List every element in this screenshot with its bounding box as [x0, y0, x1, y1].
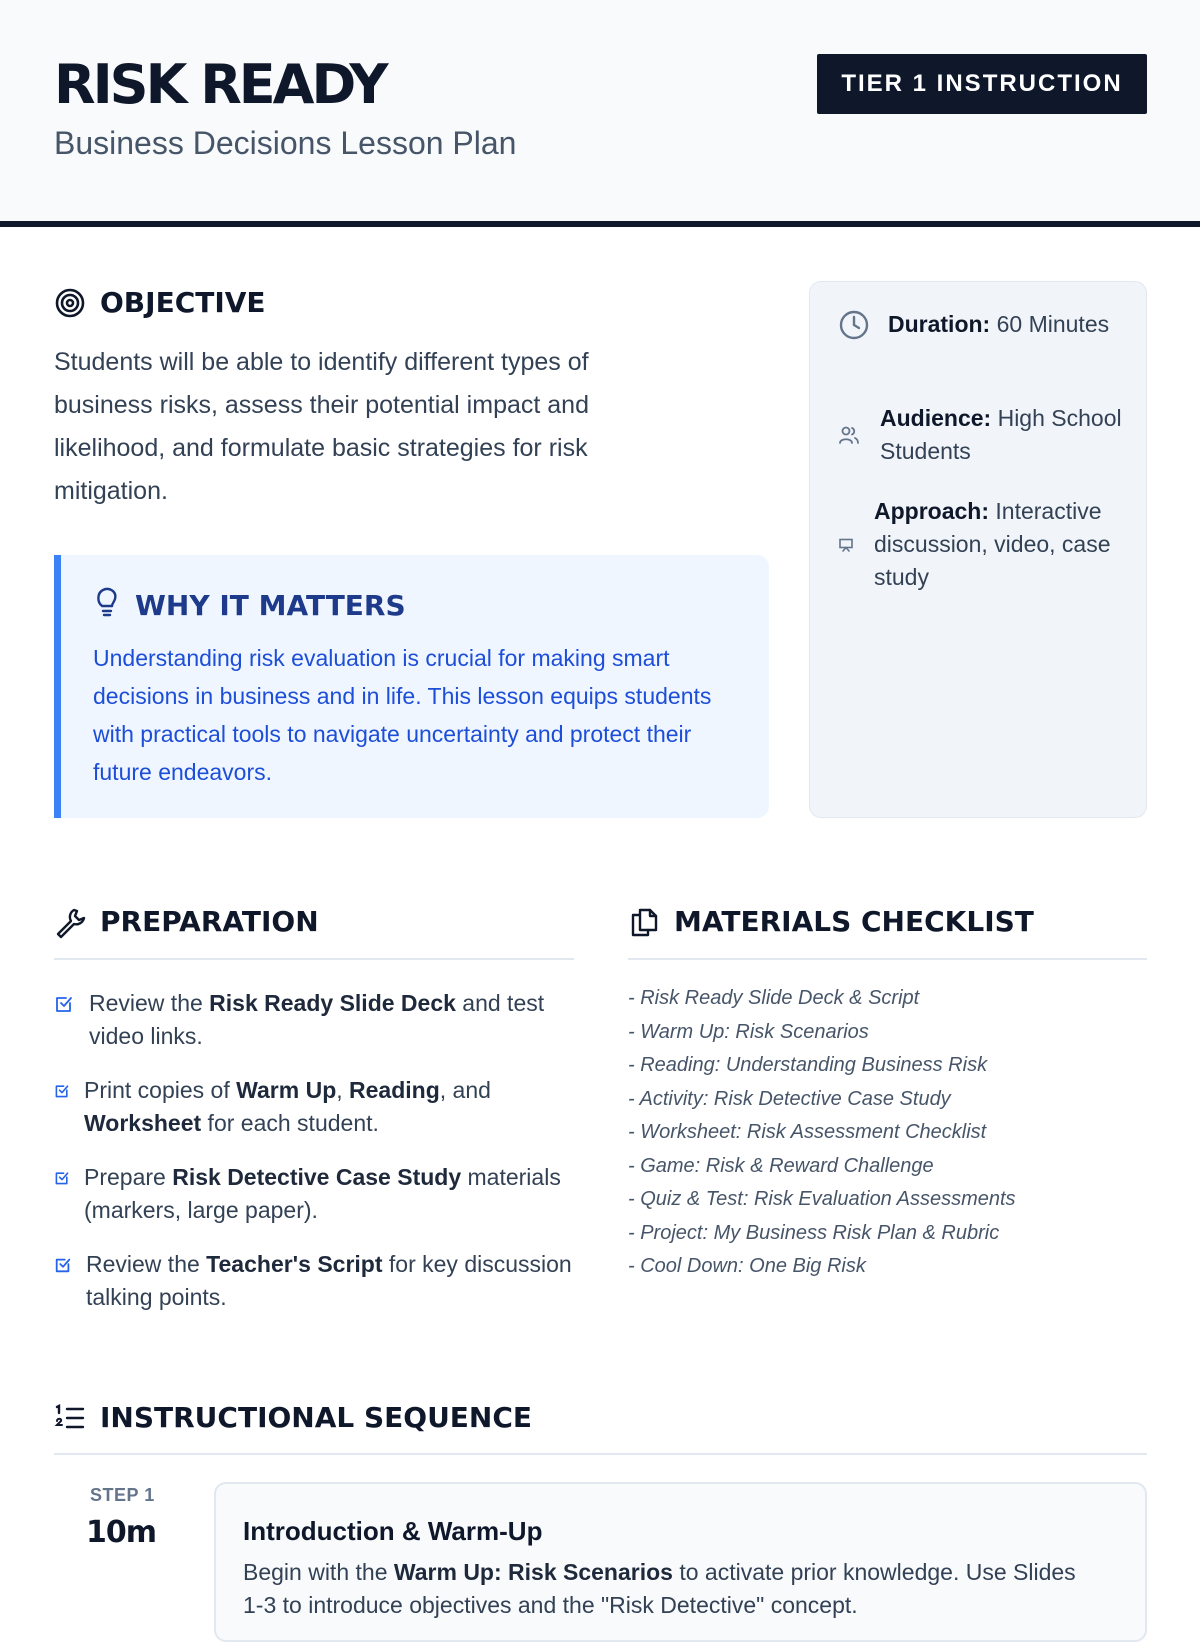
info-duration	[838, 308, 1128, 341]
page-subtitle: Business Decisions Lesson Plan	[54, 125, 517, 161]
step-title: Introduction & Warm-Up	[243, 1516, 543, 1546]
step-time: 10m	[86, 1515, 157, 1550]
materials-item: - Quiz & Test: Risk Evaluation Assessments	[628, 1188, 1016, 1210]
objective-heading	[54, 287, 266, 319]
checkbox-icon	[54, 1248, 72, 1281]
lesson-info-card	[809, 281, 1147, 818]
prep-text: Review the	[89, 990, 210, 1016]
info-audience	[838, 402, 1128, 468]
prep-item	[54, 1074, 574, 1140]
prep-item	[54, 1161, 574, 1227]
prep-bold: Risk Detective Case Study	[172, 1164, 462, 1190]
prep-text: Prepare	[84, 1164, 173, 1190]
sequence-heading-label: INSTRUCTIONAL SEQUENCE	[100, 1401, 533, 1434]
clock-icon	[838, 309, 870, 341]
why-it-matters-heading	[93, 585, 406, 626]
prep-text: for key discussion talking points.	[86, 1251, 572, 1310]
why-it-matters-box	[54, 555, 769, 818]
materials-item: - Risk Ready Slide Deck & Script	[628, 987, 920, 1009]
sequence-heading	[54, 1402, 532, 1434]
prep-text: materials (markers, large paper).	[84, 1164, 561, 1223]
prep-text: , and	[439, 1077, 491, 1103]
prep-text: and test video links.	[89, 990, 545, 1049]
materials-heading	[628, 906, 1034, 938]
target-icon	[54, 287, 86, 319]
step-label: STEP 1	[90, 1485, 155, 1505]
step-text: Begin with the	[243, 1559, 394, 1585]
prep-text: Print copies of	[84, 1077, 237, 1103]
materials-list	[628, 982, 1148, 1284]
tier-badge: TIER 1 INSTRUCTION	[817, 54, 1147, 114]
prep-text: ,	[336, 1077, 350, 1103]
step-card	[214, 1482, 1147, 1642]
materials-divider	[628, 958, 1147, 960]
why-it-matters-text: Understanding risk evaluation is crucial for making smart decisions in business and in life. This lesson equips students with practical tools to navigate uncertainty and protect their future endeavors.	[93, 645, 712, 785]
users-icon	[838, 424, 860, 446]
prep-bold: Worksheet	[84, 1110, 202, 1136]
step-text: to activate prior knowledge. Use Slides 1-3 to introduce objectives and the "Risk Detective" concept.	[243, 1559, 1076, 1618]
prep-bold: Risk Ready Slide Deck	[209, 990, 456, 1016]
why-it-matters-label: WHY IT MATTERS	[135, 589, 406, 622]
prep-item	[54, 1248, 574, 1314]
materials-heading-label: MATERIALS CHECKLIST	[674, 905, 1034, 938]
preparation-heading-label: PREPARATION	[100, 905, 319, 938]
materials-item: - Game: Risk & Reward Challenge	[628, 1154, 934, 1177]
prep-item	[54, 987, 574, 1053]
objective-text: Students will be able to identify different types of business risks, assess their potential impact and likelihood, and formulate basic strategies for risk mitigation.	[54, 348, 589, 505]
materials-item: - Project: My Business Risk Plan & Rubric	[628, 1221, 1000, 1244]
prep-text: for each student.	[201, 1110, 379, 1136]
preparation-heading	[54, 906, 319, 938]
approach-value: Interactive discussion, video, case study	[874, 498, 1111, 590]
checkbox-icon	[54, 1161, 70, 1194]
checkbox-icon	[54, 987, 74, 1020]
lightbulb-icon	[93, 585, 121, 626]
wrench-icon	[54, 906, 86, 938]
materials-item: - Activity: Risk Detective Case Study	[628, 1087, 951, 1110]
audience-label: Audience:	[880, 405, 992, 431]
numbered-list-icon	[54, 1402, 86, 1434]
materials-item: - Reading: Understanding Business Risk	[628, 1054, 988, 1076]
step-description	[243, 1556, 1093, 1622]
sequence-divider	[54, 1453, 1147, 1455]
prep-bold: Teacher's Script	[206, 1251, 383, 1277]
page-title: RISK READY	[54, 53, 386, 116]
objective-heading-label: OBJECTIVE	[100, 286, 266, 319]
prep-text: Review the	[86, 1251, 207, 1277]
copy-document-icon	[628, 906, 660, 938]
preparation-divider	[54, 958, 574, 960]
duration-label: Duration:	[888, 311, 991, 337]
materials-item: - Warm Up: Risk Scenarios	[628, 1020, 869, 1043]
page-header	[0, 0, 1200, 227]
materials-item: - Worksheet: Risk Assessment Checklist	[628, 1121, 987, 1143]
materials-item: - Cool Down: One Big Risk	[628, 1255, 866, 1277]
info-approach	[838, 495, 1128, 594]
approach-label: Approach:	[874, 498, 989, 524]
step-bold: Warm Up: Risk Scenarios	[393, 1559, 673, 1585]
checkbox-icon	[54, 1074, 70, 1107]
duration-value: 60 Minutes	[996, 311, 1110, 337]
prep-bold: Reading	[349, 1077, 440, 1103]
prep-bold: Warm Up	[236, 1077, 337, 1103]
audience-value: High School Students	[880, 405, 1122, 464]
presentation-icon	[838, 537, 854, 553]
